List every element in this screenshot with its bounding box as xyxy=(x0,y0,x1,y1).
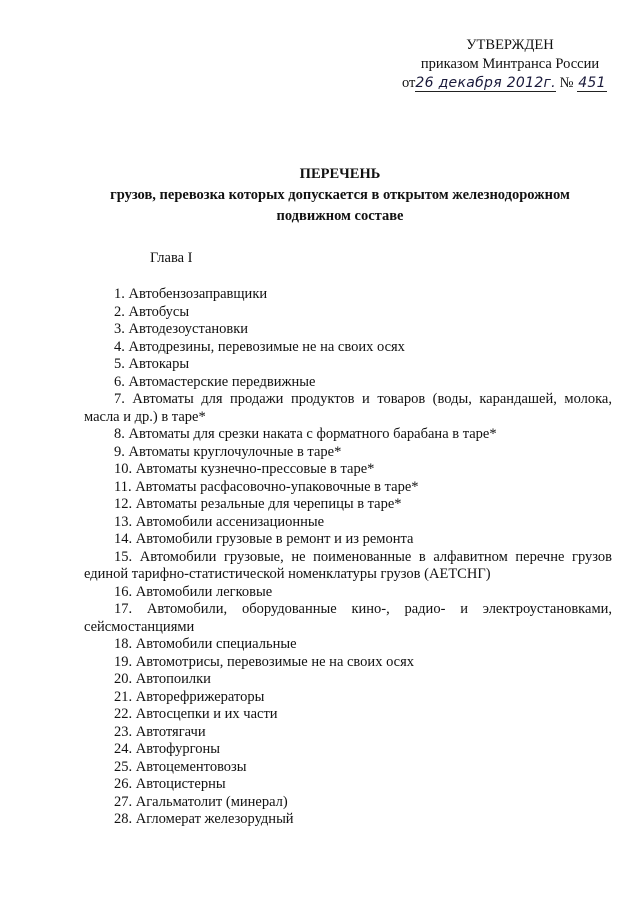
list-item: 22. Автосцепки и их части xyxy=(114,706,278,722)
approved-label: УТВЕРЖДЕН xyxy=(466,37,554,53)
handwritten-number: 451 xyxy=(578,75,606,91)
list-item: 19. Автомотрисы, перевозимые не на своих осях xyxy=(114,653,415,670)
list-item: 17. Автомобили, оборудованные кино-, радио- и электроустановками, сейсмостанциями xyxy=(84,601,612,635)
handwritten-date: 26 декабря 2012г. xyxy=(415,75,556,91)
chapter-heading: Глава I xyxy=(150,250,193,266)
list-item: 18. Автомобили специальные xyxy=(114,636,297,652)
list-item: 5. Автокары xyxy=(114,356,190,372)
document-subtitle: грузов, перевозка которых допускается в открытом железнодорожном подвижном составе xyxy=(110,187,570,224)
list-item: 3. Автодезоустановки xyxy=(114,321,249,337)
order-date-line xyxy=(400,74,620,93)
cargo-list xyxy=(84,286,612,829)
list-item: 1. Автобензозаправщики xyxy=(114,286,268,302)
list-item: 11. Автоматы расфасовочно-упаковочные в таре* xyxy=(114,478,419,495)
list-item: 4. Автодрезины, перевозимые не на своих осях xyxy=(114,338,405,355)
list-item: 7. Автоматы для продажи продуктов и товаров (воды, карандашей, молока, масла и др.) в таре* xyxy=(84,391,612,425)
approval-stamp xyxy=(400,36,620,93)
list-item: 13. Автомобили ассенизационные xyxy=(114,513,325,530)
number-prefix: № xyxy=(559,75,574,91)
list-item: 6. Автомастерские передвижные xyxy=(114,373,316,390)
list-item: 23. Автотягачи xyxy=(114,723,206,740)
list-item: 8. Автоматы для срезки наката с форматного барабана в таре* xyxy=(114,426,497,442)
document-title: ПЕРЕЧЕНЬ xyxy=(299,166,381,182)
document-heading xyxy=(100,164,580,227)
list-item: 10. Автоматы кузнечно-прессовые в таре* xyxy=(114,461,375,477)
list-item: 14. Автомобили грузовые в ремонт и из ремонта xyxy=(114,531,414,547)
list-item: 20. Автопоилки xyxy=(114,671,211,687)
list-item: 2. Автобусы xyxy=(114,303,190,320)
list-item: 27. Агальматолит (минерал) xyxy=(114,793,288,810)
list-item: 9. Автоматы круглочулочные в таре* xyxy=(114,443,342,460)
from-prefix: от xyxy=(402,75,416,91)
list-item: 24. Автофургоны xyxy=(114,741,220,757)
list-item: 21. Авторефрижераторы xyxy=(114,688,265,705)
list-item: 25. Автоцементовозы xyxy=(114,758,247,775)
order-label: приказом Минтранса России xyxy=(420,56,600,72)
list-item: 16. Автомобили легковые xyxy=(114,583,273,600)
list-item: 28. Агломерат железорудный xyxy=(114,811,294,827)
list-item: 12. Автоматы резальные для черепицы в таре* xyxy=(114,496,402,512)
list-item: 26. Автоцистерны xyxy=(114,776,226,792)
list-item: 15. Автомобили грузовые, не поименованные в алфавитном перечне грузов единой тарифно-статистической номенклатуры грузов (АЕТСНГ) xyxy=(84,548,612,582)
